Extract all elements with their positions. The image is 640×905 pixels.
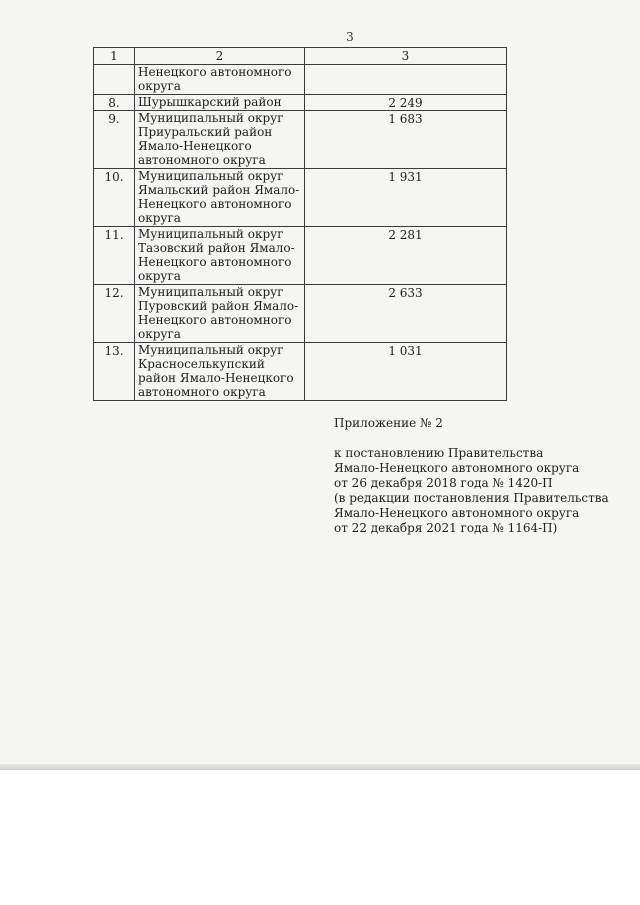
appendix-line: (в редакции постановления Правительства: [334, 491, 609, 505]
table-row: [94, 343, 507, 401]
row-value: 1 683: [305, 111, 507, 169]
table-row: [94, 285, 507, 343]
table-row: [94, 227, 507, 285]
municipality-name: Муниципальный округ Ямальский район Ямало-Ненецкого автономного округа: [135, 169, 305, 227]
appendix-line: от 22 декабря 2021 года № 1164-П): [334, 521, 558, 535]
row-value: 2 281: [305, 227, 507, 285]
municipality-name: Муниципальный округ Приуральский район Ямало-Ненецкого автономного округа: [135, 111, 305, 169]
municipality-name: Муниципальный округ Красноселькупский район Ямало-Ненецкого автономного округа: [135, 343, 305, 401]
column-header-3: 3: [305, 48, 507, 65]
row-value: 1 031: [305, 343, 507, 401]
table-header-row: [94, 48, 507, 65]
row-value: 2 633: [305, 285, 507, 343]
row-number: 12.: [94, 285, 135, 343]
appendix-line: от 26 декабря 2018 года № 1420-П: [334, 476, 553, 490]
row-number: 13.: [94, 343, 135, 401]
row-number: 8.: [94, 95, 135, 111]
row-number: 10.: [94, 169, 135, 227]
municipality-name: Ненецкого автономного округа: [135, 65, 305, 95]
appendix-block: [334, 416, 634, 536]
row-number: 11.: [94, 227, 135, 285]
row-value: [305, 65, 507, 95]
appendix-line: Ямало-Ненецкого автономного округа: [334, 461, 580, 475]
table-row: [94, 111, 507, 169]
appendix-line: к постановлению Правительства: [334, 446, 544, 460]
page-number: 3: [346, 30, 354, 44]
column-header-2: 2: [135, 48, 305, 65]
row-value: 1 931: [305, 169, 507, 227]
table-row: [94, 95, 507, 111]
table-row: [94, 65, 507, 95]
allocation-table: [93, 47, 507, 401]
table-row: [94, 169, 507, 227]
appendix-title: Приложение № 2: [334, 416, 443, 430]
column-header-1: 1: [94, 48, 135, 65]
municipality-name: Муниципальный округ Пуровский район Ямало-Ненецкого автономного округа: [135, 285, 305, 343]
appendix-line: Ямало-Ненецкого автономного округа: [334, 506, 580, 520]
row-number: [94, 65, 135, 95]
municipality-name: Шурышкарский район: [135, 95, 305, 111]
municipality-name: Муниципальный округ Тазовский район Ямало-Ненецкого автономного округа: [135, 227, 305, 285]
row-value: 2 249: [305, 95, 507, 111]
row-number: 9.: [94, 111, 135, 169]
